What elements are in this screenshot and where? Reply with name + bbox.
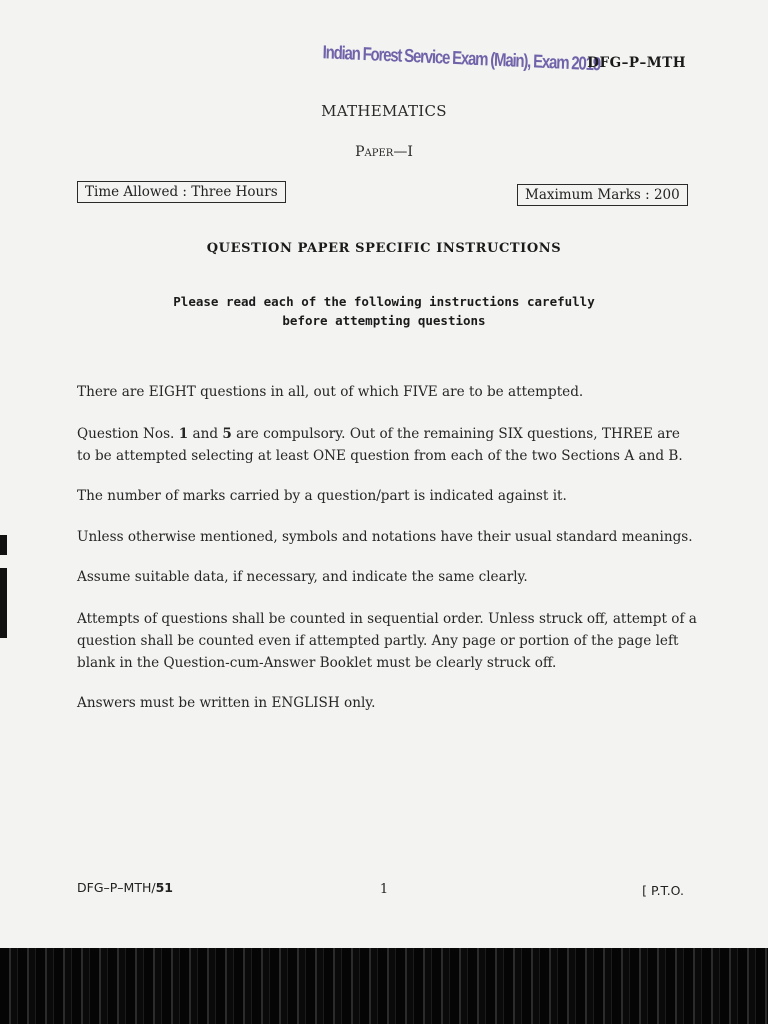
instructions-subheading-line-2: before attempting questions bbox=[282, 313, 486, 328]
instruction-7: Answers must be written in ENGLISH only. bbox=[77, 695, 376, 711]
page-edge-mark bbox=[0, 568, 7, 638]
page-edge-mark bbox=[0, 535, 7, 555]
compulsory-question-5: 5 bbox=[222, 426, 232, 442]
maximum-marks-box: Maximum Marks : 200 bbox=[517, 184, 688, 206]
exam-stamp bbox=[322, 42, 601, 76]
instruction-1: There are EIGHT questions in all, out of which FIVE are to be attempted. bbox=[77, 384, 584, 400]
paper-code: DFG–P–MTH bbox=[587, 55, 686, 71]
instructions-subheading-line-1: Please read each of the following instructions carefully bbox=[173, 294, 595, 309]
instructions-heading: QUESTION PAPER SPECIFIC INSTRUCTIONS bbox=[206, 241, 562, 256]
scanner-bottom-strip bbox=[0, 948, 768, 1024]
instruction-6: Attempts of questions shall be counted in sequential order. Unless struck off, attempt of a question shall be counted even if attempted partly. Any page or portion of the page left blank in the Question-cum-Answer Booklet must be clearly struck off. bbox=[77, 611, 697, 671]
compulsory-question-1: 1 bbox=[178, 426, 189, 442]
instruction-2 bbox=[77, 423, 697, 467]
time-allowed-box: Time Allowed : Three Hours bbox=[77, 181, 286, 203]
page-number: 1 bbox=[379, 882, 389, 897]
please-turn-over: [ P.T.O. bbox=[642, 883, 684, 898]
instruction-3: The number of marks carried by a question/part is indicated against it. bbox=[77, 488, 567, 504]
instruction-4: Unless otherwise mentioned, symbols and notations have their usual standard meanings. bbox=[77, 529, 693, 545]
instruction-2-part: are compulsory. Out of the remaining SIX questions, THREE are to be attempted selecting at least ONE question from each of the two Sections A and B. bbox=[77, 426, 683, 464]
footer-code-suffix: 51 bbox=[155, 880, 173, 895]
instruction-5: Assume suitable data, if necessary, and indicate the same clearly. bbox=[77, 569, 528, 585]
instruction-2-part: Question Nos. bbox=[77, 426, 179, 442]
subject-title: MATHEMATICS bbox=[321, 102, 447, 120]
stamp-text: Indian Forest Service Exam (Main), Exam 2019 bbox=[322, 42, 601, 76]
footer-code-prefix: DFG–P–MTH/ bbox=[77, 880, 156, 895]
paper-number: Paper—I bbox=[355, 144, 413, 160]
instruction-2-part: and bbox=[188, 426, 223, 442]
